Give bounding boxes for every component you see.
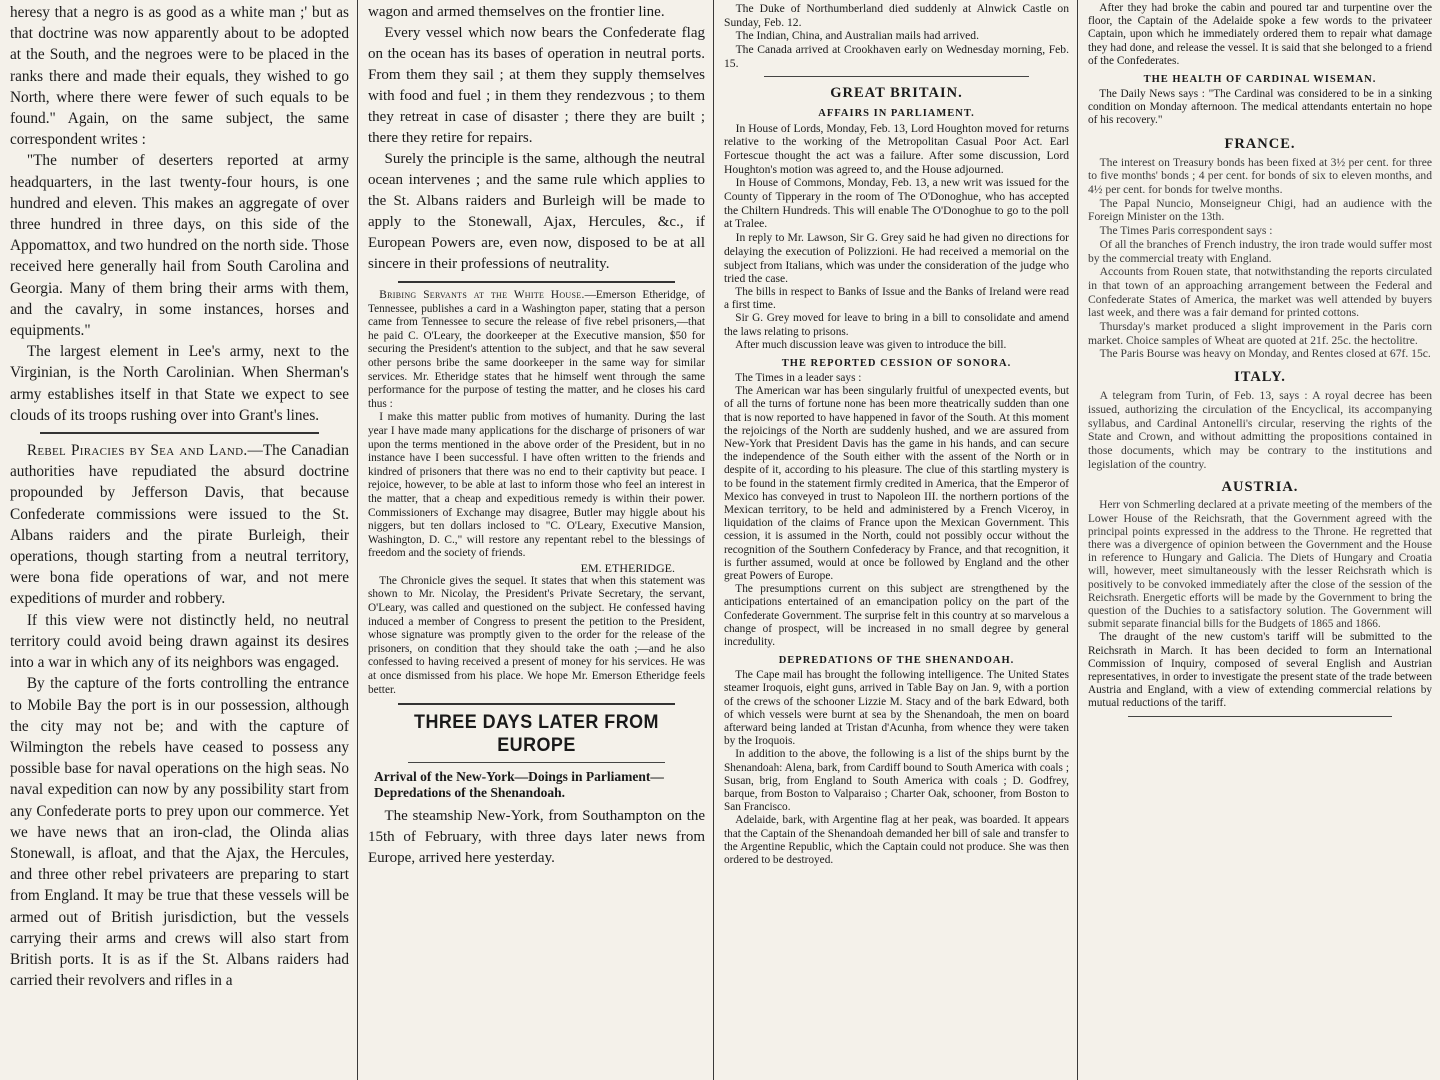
- section-heading: GREAT BRITAIN.: [830, 84, 963, 101]
- paragraph: [10, 440, 349, 610]
- paragraph: The Chronicle gives the sequel. It states that when this statement was shown to Mr. Nicolay, the President's Private Secretary, the servant, O'Leary, was called and questioned on the subject. He confessed having induced a member of Congress to present the petition to the President, whose signature was promptly given to the order for the release of the prisoners, on condition that they should take the oath ;—and he also confessed to having received a present of money for his services. He was at once dismissed from his place. We hope Mr. Emerson Etheridge feels better.: [368, 574, 705, 696]
- article-text: —Emerson Etheridge, of Tennessee, publishes a card in a Washington paper, stating that a person came from Tennessee to secure the release of five rebel prisoners,—that he paid C. O'Leary, the doorkeeper at the Executive mansion, $50 for securing the President's attention to the subject, and that he saw several other persons bribe the same doorkeeper in the same way for similar services. Mr. Etheridge states that he himself went through the same performance for the purpose of testing the matter, and he closes his card thus :: [368, 289, 705, 410]
- paragraph: In addition to the above, the following is a list of the ships burnt by the Shenandoah: Alena, bark, from Cardiff bound to South America with coals ; Susan, brig, from England to South America with coals ; D. Godfrey, barque, from Boston to Valparaiso ; Charter Oak, schooner, from Boston to San Francisco.: [724, 748, 1069, 814]
- paragraph: The bills in respect to Banks of Issue and the Banks of Ireland were read a first time.: [724, 285, 1069, 312]
- column-rule: [398, 703, 675, 705]
- paragraph: In reply to Mr. Lawson, Sir G. Grey said he had given no directions for delaying the execution of Polizzioni. He had received a memorial on the subject from Italians, which was under the consideration of the judge who tried the case.: [724, 231, 1069, 286]
- paragraph: The Canada arrived at Crookhaven early on Wednesday morning, Feb. 15.: [724, 43, 1069, 70]
- paragraph: The steamship New-York, from Southampton on the 15th of February, with three days later news from Europe, arrived here yesterday.: [368, 808, 705, 867]
- paragraph: Sir G. Grey moved for leave to bring in a bill to consolidate and amend the laws relating to prisons.: [724, 312, 1069, 338]
- column-rule: [398, 281, 675, 283]
- section-heading: ITALY.: [1234, 369, 1286, 386]
- sub-heading: DEPREDATIONS OF THE SHENANDOAH.: [778, 655, 1015, 667]
- paragraph: Accounts from Rouen state, that notwithstanding the reports circulated in that town of an approaching arrangement between the Federal and Confederate States of America, the market was well attended by buyers last week, and there was a fair demand for printed cottons.: [1088, 265, 1432, 320]
- paragraph: The interest on Treasury bonds has been fixed at 3½ per cent. for three to five months' bonds ; 4 per cent. for bonds of six to eleven months, and 4½ per cent. for bonds for twelve months.: [1088, 155, 1432, 197]
- section-heading: FRANCE.: [1224, 135, 1296, 152]
- paragraph: By the capture of the forts controlling the entrance to Mobile Bay the port is in our possession, although the city may not be; and with the capture of Wilmington the rebels have ceased to possess any possible base for naval operations on the high seas. No naval expedition can now by any possibility start from any Confederate ports to prey upon our commerce. Yet we have news that an iron-clad, the Olinda alias Stonewall, is afloat, and that the Ajax, the Hercules, and three other rebel privateers are preparing to start from England. It may be true that these vessels will be armed out of British jurisdiction, but the vessels carrying their arms and crews will also start from British ports. It is as if the St. Albans raiders had carried their revolvers and rifles in a: [10, 675, 349, 990]
- signature: EM. ETHERIDGE.: [580, 560, 675, 575]
- article-lead: Rebel Piracies by Sea and Land.: [26, 442, 248, 460]
- paragraph: The Times Paris correspondent says :: [1099, 224, 1273, 238]
- column-rule: [40, 432, 319, 434]
- headline: THREE DAYS LATER FROM EUROPE: [414, 711, 659, 757]
- paragraph: "The number of deserters reported at army headquarters, in the last twenty-four hours, is one hundred and eleven. This makes an aggregate of over three hundred in three days, on this side of the Appomattox, and two hundred on the north side. Those received here generally hail from South Carolina and Georgia. Many of them bring their arms with them, and the cavalry, in some instances, horses and equipments.": [10, 152, 349, 340]
- column-rule: [1128, 716, 1392, 717]
- sub-heading: THE REPORTED CESSION OF SONORA.: [781, 357, 1012, 369]
- paragraph: The Duke of Northumberland died suddenly at Alnwick Castle on Sunday, Feb. 12.: [724, 2, 1069, 29]
- paragraph: Surely the principle is the same, although the neutral ocean intervenes ; and the same rule which applies to the St. Albans raiders and Burleigh will be made to apply to the Stonewall, Ajax, Hercules, &c., if European Powers are, even now, disposed to be at all sincere in their professions of neutrality.: [368, 151, 705, 272]
- paragraph: In House of Lords, Monday, Feb. 13, Lord Houghton moved for returns relative to the working of the Metropolitan Casual Poor Act. Earl Fortescue thought the act was a failure. After some discussion, Lord Houghton's motion was agreed to, and the House adjourned.: [724, 121, 1069, 176]
- column-1: [0, 0, 358, 1080]
- headline-rule: [408, 762, 665, 763]
- column-4: [1078, 0, 1440, 1080]
- paragraph: Thursday's market produced a slight improvement in the Paris corn market. Choice samples of Wheat are quoted at 21f. 25c. the hectolitre.: [1088, 320, 1432, 347]
- paragraph: Herr von Schmerling declared at a private meeting of the members of the Lower House of the Reichsrath, that the Government agreed with the principal points expressed in the address to the Throne. He regretted that there was a divergence of opinion between the Government and the House in reference to Hungary and Galicia. The Diets of Hungary and Croatia will, however, meet simultaneously with the lesser Reichsrath which is positively to be convoked immediately after the close of the session of the Reichsrath. Energetic efforts will be made by the Government to bring the question of the Duchies to a satisfactory solution. The Government will submit separate financial bills for the Budgets of 1865 and 1866.: [1088, 499, 1432, 631]
- article-text: —The Canadian authorities have repudiated the absurd doctrine propounded by Jefferson Davis, that because Confederate commissions were issued to the St. Albans raiders and the pirate Burleigh, their operations, though starting from a neutral territory, were bona fide operations of war, and not mere expeditions of murder and robbery.: [10, 442, 349, 608]
- paragraph: Adelaide, bark, with Argentine flag at her peak, was boarded. It appears that the Captain of the Shenandoah demanded her bill of sale and transfer to the Argentine Republic, which the Captain could not produce. She was then ordered to be destroyed.: [724, 814, 1069, 867]
- paragraph: [368, 289, 705, 411]
- paragraph: After they had broke the cabin and poured tar and turpentine over the floor, the Captain of the Adelaide spoke a few words to the privateer Captain, upon which he immediately ordered them to repair what damage they had done, and release the vessel. It is said that she belonged to a friend of the Confederates.: [1088, 2, 1432, 67]
- paragraph: The Indian, China, and Australian mails had arrived.: [735, 29, 979, 43]
- paragraph: If this view were not distinctly held, no neutral territory could avoid being drawn against its desires into a war in which any of its neighbors was engaged.: [10, 611, 349, 672]
- paragraph: heresy that a negro is as good as a white man ;' but as that doctrine was now apparently about to be adopted at the South, and the negroes were to be placed in the ranks there and made their equals, they wished to go North, where there were fewer of such equals to be found." Again, on the same subject, the same correspondent writes :: [10, 4, 349, 149]
- paragraph: The Paris Bourse was heavy on Monday, and Rentes closed at 67f. 15c.: [1099, 347, 1431, 361]
- paragraph: The Daily News says : "The Cardinal was considered to be in a sinking condition on Monday afternoon. The medical attendants entertain no hope of his recovery.": [1088, 88, 1432, 127]
- paragraph: In House of Commons, Monday, Feb. 13, a new writ was issued for the County of Tipperary in the room of The O'Donoghue, who has accepted the Chiltern Hundreds. This will enable The O'Donoghue to go to the poll at Tralee.: [724, 176, 1069, 231]
- article-lead: Bribing Servants at the White House.: [379, 289, 585, 301]
- sub-heading: THE HEALTH OF CARDINAL WISEMAN.: [1143, 74, 1377, 86]
- column-2: [358, 0, 714, 1080]
- paragraph: The draught of the new custom's tariff will be submitted to the Reichsrath in March. It has been decided to form an International Commission of Inquiry, composed of several English and Austrian representatives, in order to investigate the present state of the trade between Austria and England, with a view of extending commercial relations by mutual reductions of the tariff.: [1088, 631, 1432, 710]
- headline-deck: Arrival of the New-York—Doings in Parliament—Depredations of the Shenandoah.: [374, 769, 664, 800]
- paragraph: wagon and armed themselves on the frontier line.: [368, 4, 665, 20]
- paragraph: The presumptions current on this subject are strengthened by the anticipations entertained of an emancipation policy on the part of the Confederate Government. The surprise felt in this country at so marvelous a change of prospect, will be increased in no small degree by general incredulity.: [724, 583, 1069, 649]
- paragraph: The Cape mail has brought the following intelligence. The United States steamer Iroquois, eight guns, arrived in Table Bay on Jan. 9, with a portion of the crews of the schooner Lizzie M. Stacy and of the bark Edward, both of which vessels were burnt at sea by the Shenandoah, the men on board afterward being landed at Tristan d'Acunha, from whence they were taken by the Iroquois.: [724, 669, 1069, 748]
- paragraph: Of all the branches of French industry, the iron trade would suffer most by the commercial treaty with England.: [1088, 237, 1432, 265]
- paragraph: After much discussion leave was given to introduce the bill.: [735, 338, 1007, 351]
- paragraph: Every vessel which now bears the Confederate flag on the ocean has its bases of operation in neutral ports. From them they sail ; at them they supply themselves with food and fuel ; in them they rendezvous ; to them they retreat in case of disaster ; there they are built ; there they retire for repairs.: [368, 25, 705, 146]
- sub-heading: AFFAIRS IN PARLIAMENT.: [818, 107, 975, 119]
- paragraph: The largest element in Lee's army, next to the Virginian, is the North Carolinian. When Sherman's army establishes itself in that State we expect to see clouds of its troops rushing over into Grant's lines.: [10, 343, 349, 424]
- column-rule: [764, 76, 1029, 77]
- column-3: [714, 0, 1078, 1080]
- paragraph: The American war has been singularly fruitful of unexpected events, but of all the turns of fortune none has been more theatrically sudden than one that is now reported to have happened in favor of the South. At this moment the rejoicings of the North are suddenly hushed, and we are assured from New-York that President Davis has the game in his hands, and can secure the independence of the South either with the assent of the North or in despite of it, according to his pleasure. The clue of this startling mystery is to be found in the statement firmly credited in America, that the Emperor of Mexico has conveyed in trust to Napoleon III. the northern portions of the Mexican territory, to be held and administered by a French Viceroy, in liquidation of the claims of France upon the Mexican Government. This cession, it is assumed in the North, could not possibly occur without the recognition of the Southern Confederacy by France, and that recognition, it is further assumed, would at once be followed by England and the other great Powers of Europe.: [724, 385, 1069, 583]
- quoted-card: I make this matter public from motives of humanity. During the last year I have made many applications for the discharge of prisoners of war upon the terms mentioned in the above order of the President, but in no instance have I been successful. I have often written to the friends and kindred of prisoners that there was no end to their captivity but peace. I rejoice, however, to be able at last to inform those who feel an interest in the matter, that a cheap and expeditious remedy is within their power. Commissioners of Exchange may disagree, Butler may higgle about his niggers, but ten dollars inclosed to "C. O'Leary, Executive Mansion, Washington, D. C.," will restore any repentant rebel to the blessings of freedom and the society of friends.: [368, 411, 705, 560]
- paragraph: The Papal Nuncio, Monseigneur Chigi, had an audience with the Foreign Minister on the 13th.: [1088, 196, 1432, 224]
- section-heading: AUSTRIA.: [1221, 479, 1299, 496]
- paragraph: The Times in a leader says :: [735, 371, 862, 384]
- paragraph: A telegram from Turin, of Feb. 13, says : A royal decree has been issued, authorizing the circulation of the Encyclical, its accompanying syllabus, and Cardinal Antonelli's circular, reserving the rights of the State and Crown, and without admitting the propositions contained in those documents, which may be contrary to the institutions and legislation of the country.: [1088, 389, 1432, 471]
